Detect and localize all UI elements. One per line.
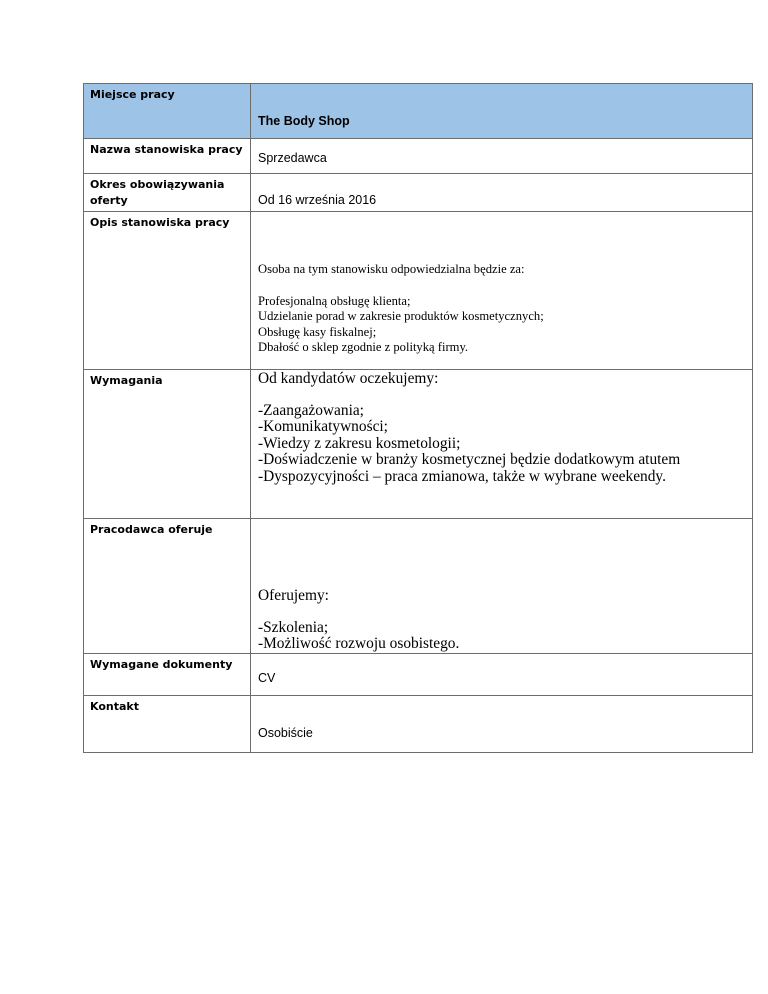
value-cell	[251, 139, 753, 174]
description-text	[251, 212, 752, 356]
value-cell	[251, 695, 753, 752]
description-line: Profesjonalną obsługę klienta;	[258, 293, 411, 308]
row-workplace	[84, 84, 753, 139]
requirements-line: -Wiedzy z zakresu kosmetologii;	[258, 434, 461, 452]
row-validity	[84, 174, 753, 212]
requirements-line: -Dyspozycyjności – praca zmianowa, także w wybrane weekendy.	[258, 467, 666, 485]
offer-intro: Oferujemy:	[258, 587, 329, 604]
value-cell	[251, 84, 753, 139]
documents-label: Wymagane dokumenty	[90, 657, 233, 671]
requirements-text	[251, 370, 752, 485]
label-cell	[84, 519, 251, 654]
label-cell	[84, 212, 251, 370]
value-cell	[251, 519, 753, 654]
requirements-line: -Komunikatywności;	[258, 418, 388, 435]
description-label: Opis stanowiska pracy	[90, 216, 230, 229]
job-offer-table	[83, 83, 753, 753]
row-documents	[84, 653, 753, 695]
documents-value: CV	[258, 670, 276, 685]
description-intro: Osoba na tym stanowisku odpowiedzialna będzie za:	[258, 262, 525, 276]
label-cell	[84, 695, 251, 752]
contact-value: Osobiście	[258, 725, 313, 740]
label-cell	[84, 84, 251, 139]
value-cell	[251, 212, 753, 370]
label-cell	[84, 370, 251, 519]
workplace-value: The Body Shop	[258, 114, 350, 128]
description-line: Obsługę kasy fiskalnej;	[258, 324, 377, 339]
label-cell	[84, 653, 251, 695]
value-cell	[251, 653, 753, 695]
requirements-line: -Doświadczenie w branży kosmetycznej będzie dodatkowym atutem	[258, 451, 681, 468]
description-line: Udzielanie porad w zakresie produktów kosmetycznych;	[258, 309, 544, 323]
offer-line: -Szkolenia;	[258, 618, 329, 636]
contact-label: Kontakt	[90, 699, 139, 713]
value-cell	[251, 174, 753, 212]
row-requirements	[84, 370, 753, 519]
validity-label: Okres obowiązywania oferty	[90, 178, 225, 207]
requirements-line: -Zaangażowania;	[258, 401, 364, 419]
position-label: Nazwa stanowiska pracy	[90, 143, 243, 156]
row-offer	[84, 519, 753, 654]
offer-text	[251, 519, 752, 653]
requirements-intro: Od kandydatów oczekujemy:	[258, 370, 439, 387]
workplace-label: Miejsce pracy	[90, 88, 175, 101]
label-cell	[84, 139, 251, 174]
position-value: Sprzedawca	[258, 151, 327, 165]
row-contact	[84, 695, 753, 752]
row-description	[84, 212, 753, 370]
description-line: Dbałość o sklep zgodnie z polityką firmy.	[258, 340, 469, 354]
offer-line: -Możliwość rozwoju osobistego.	[258, 635, 460, 652]
value-cell	[251, 370, 753, 519]
validity-value: Od 16 września 2016	[258, 193, 377, 207]
requirements-label: Wymagania	[90, 374, 163, 387]
row-position	[84, 139, 753, 174]
label-cell	[84, 174, 251, 212]
offer-label: Pracodawca oferuje	[90, 523, 213, 536]
